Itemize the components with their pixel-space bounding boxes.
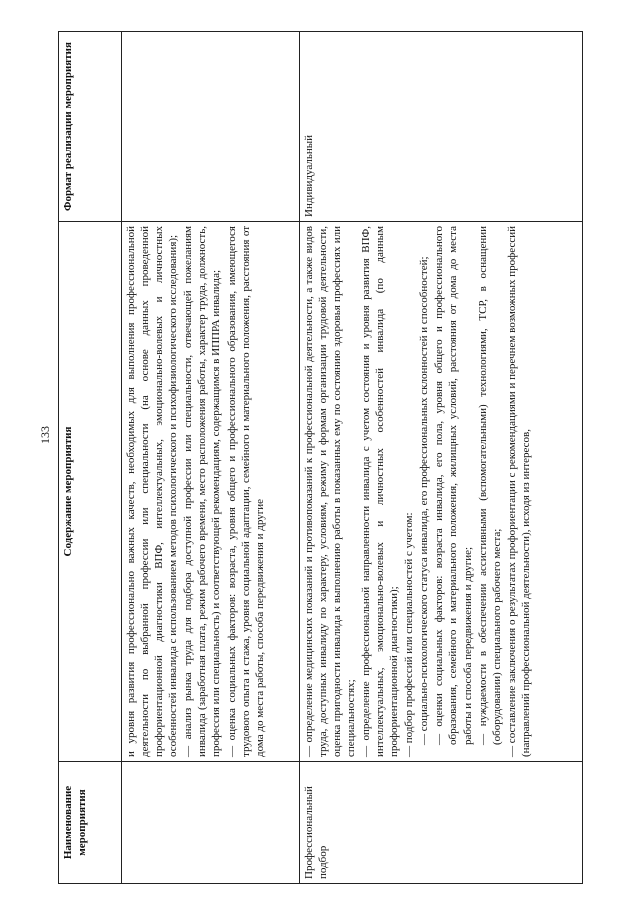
header-content: Содержание мероприятия xyxy=(59,222,122,762)
page-number: 133 xyxy=(38,426,52,444)
table-row xyxy=(299,32,582,884)
header-format: Формат реализации мероприятия xyxy=(59,32,122,222)
row1-name xyxy=(122,762,300,884)
row2-name: Профессиональный подбор xyxy=(299,762,582,884)
row1-line: — оценка социальных факторов: возраста, уровня общего и профессионального образования, имеющегося трудового опыта и стажа, уровня социальной адаптации, семейного и материального положения, расстояния от дома до места работы, способа передвижения и другие xyxy=(225,226,266,757)
row2-line: — определение медицинских показаний и противопоказаний к профессиональной деятельности, а также видов труда, доступных инвалиду по характеру, условиям, режиму и формам организации трудовой деятельности, оценка пригодности инвалида к выполнению работы в показанных ему по состоянию здоровья профессиях или специальностях; xyxy=(302,226,357,757)
row2-line: — оценки социальных факторов: возраста инвалида, его пола, уровня общего и профессионального образования, семейного и материального положения, жилищных условий, расстояния от дома до места работы и способа передвижения и другие; xyxy=(433,226,474,745)
row1-line: и уровня развития профессионально важных качеств, необходимых для выполнения профессиональной деятельности по выбранной профессии или специальности (на основе данных проведенной профориентационной диагностики ВПФ, интеллектуальных, эмоционально-волевых и личностных особенностей инвалида с использованием методов психологического и психофизиологического исследования); xyxy=(125,226,180,757)
table-row xyxy=(122,32,300,884)
row2-line: — определение профессиональной направленности инвалида с учетом состояния и уровня развития ВПФ, интеллектуальных, эмоционально-волевых и личностных особенностей инвалида (по данным профориентационной диагностики); xyxy=(359,226,401,757)
row2-line: — составление заключения о результатах профориентации с рекомендациями и перечнем возможных профессий (направлений профессиональной деятельности), исходя из интересов, xyxy=(505,226,532,757)
row2-format: Индивидуальный xyxy=(299,32,582,222)
table-header-row xyxy=(59,32,122,884)
header-name: Наименование мероприятия xyxy=(59,762,122,884)
row2-line: — социально-психологического статуса инвалида, его профессиональных склонностей и способностей; xyxy=(418,256,431,745)
row1-content xyxy=(122,222,300,762)
rotated-table-wrapper xyxy=(58,32,583,884)
row1-line: — анализ рынка труда для подбора доступной профессии или специальности, отвечающей пожеланиям инвалида (заработная плата, режим рабочего времени, место расположения работы, характер труда, должность, профессия или специальность) и соответствующей рекомендациям, содержащимся в ИППРА инвалида; xyxy=(182,226,223,757)
row1-format xyxy=(122,32,300,222)
row2-line: — нуждаемости в обеспечении ассистивными (вспомогательными) технологиями, ТСР, в оснащении (оборудовании) специального рабочего места; xyxy=(476,226,503,745)
row2-content xyxy=(299,222,582,762)
row2-line: — подбор профессий или специальностей с учетом: xyxy=(403,512,416,757)
activities-table xyxy=(58,31,583,884)
